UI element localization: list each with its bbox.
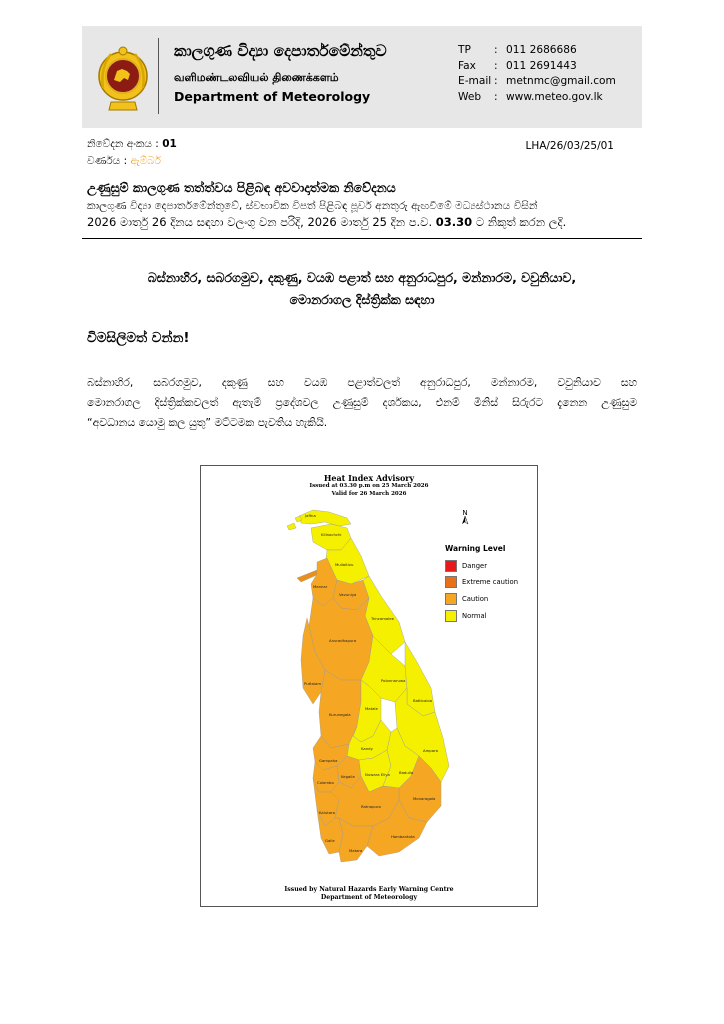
notice-desc-line1: කාලගුණ විද්‍යා දෙපාර්තමේන්තුවේ, ස්වභාවික විපත් පිළිබඳ පූර්ව අනතුරු ඇඟවීමේ මධ්‍යස්ථානය විසින්: [87, 200, 538, 212]
sri-lanka-map: [201, 466, 537, 906]
contact-block: [458, 43, 616, 105]
map-footer-line2: Department of Meteorology: [320, 894, 418, 901]
label-trincomalee: Trincomalee: [371, 616, 394, 621]
label-nuwara-eliya: Nuwara Eliya: [365, 772, 390, 777]
org-name-sinhala: කාලගුණ විද්‍යා දෙපාර්තමේන්තුව: [174, 42, 387, 60]
label-matale: Matale: [365, 706, 378, 711]
legend-item-caution: Caution: [445, 593, 488, 605]
contact-email: E-mail : metnmc@gmail.com: [458, 75, 616, 87]
color-value: ඇම්බර්: [130, 155, 161, 167]
contact-fax: Fax : 011 2691443: [458, 59, 577, 72]
body-line3: “අවධානය යොමු කල යුතු” මට්ටමක පැවතිය හැකියි.: [87, 416, 328, 429]
label-badulla: Badulla: [399, 770, 414, 775]
label-mannar: Mannar: [313, 584, 328, 589]
legend-title: Warning Level: [445, 544, 506, 553]
header-divider: [158, 38, 159, 114]
label-galle: Galle: [325, 838, 335, 843]
legend-item-normal: Normal: [445, 610, 487, 622]
label-hambantota: Hambantota: [391, 834, 415, 839]
web-link[interactable]: www.meteo.gov.lk: [506, 90, 603, 103]
org-name-tamil: வளிமண்டலவியல் திணைக்களம்: [174, 71, 339, 84]
north-label: N: [462, 509, 468, 517]
notice-color: වර්ණය : ඇම්බර්: [87, 155, 161, 167]
label-anuradhapura: Anuradhapura: [329, 638, 357, 643]
notice-number: නිවේදන අංකය : 01: [87, 138, 177, 150]
district-batticaloa: [405, 642, 435, 716]
map-valid: Valid for 26 March 2026: [331, 491, 407, 497]
legend-item-danger: Danger: [445, 560, 487, 572]
letterhead: [82, 26, 642, 128]
heat-index-map: [200, 465, 538, 907]
label-kandy: Kandy: [361, 746, 373, 751]
label-kilinochchi: Kilinochchi: [321, 532, 342, 537]
label-colombo: Colombo: [317, 780, 334, 785]
label-matara: Matara: [349, 848, 363, 853]
email-link[interactable]: metnmc@gmail.com: [506, 75, 616, 87]
label-ratnapura: Ratnapura: [361, 804, 381, 809]
label-kalutara: Kalutara: [319, 810, 335, 815]
legend-swatch: [445, 560, 457, 572]
map-title: Heat Index Advisory: [323, 473, 415, 483]
label-kurunegala: Kurunegala: [329, 712, 351, 717]
reference-number: LHA/26/03/25/01: [525, 140, 614, 152]
island-delft: [287, 523, 296, 530]
label-vavuniya: Vavuniya: [339, 592, 357, 597]
alert-text: විමසිලිමත් වන්න!: [87, 330, 190, 346]
legend-swatch: [445, 610, 457, 622]
districts-heading-line1: බස්නාහිර, සබරගමුව, දකුණු, වයඹ පළාත් සහ අනුරාධපුර, මන්නාරම, වවුනියාව,: [147, 270, 577, 285]
notice-desc-line2: 2026 මාර්තු 26 දිනය සඳහා වලංගු වන පරිදි, 2026 මාර්තු 25 දින ප.ව. 03.30 ට නිකුත් කරන ලදි.: [87, 215, 567, 229]
legend-swatch: [445, 576, 457, 588]
legend-swatch: [445, 593, 457, 605]
label-gampaha: Gampaha: [319, 758, 338, 763]
districts-heading-line2: මොනරාගල දිස්ත්‍රික්ක සඳහා: [289, 292, 435, 307]
label-polonnaruwa: Polonnaruwa: [381, 678, 406, 683]
label-kegalle: Kegalle: [341, 774, 355, 779]
label-mullaitivu: Mullaitivu: [335, 562, 354, 567]
map-footer-line1: Issued by Natural Hazards Early Warning Centre: [284, 886, 454, 893]
label-puttalam: Puttalam: [304, 681, 322, 686]
notice-title: උණුසුම් කාලගුණ තත්ත්වය පිළිබඳ අවවාදාත්මක නිවේදනය: [87, 180, 396, 195]
legend-item-extreme-caution: Extreme caution: [445, 576, 518, 588]
contact-web: Web : www.meteo.gov.lk: [458, 90, 603, 103]
body-line1: බස්නාහිර, සබරගමුව, දකුණු සහ වයඹ පළාත්වලත් අනුරාධපුර, මන්නාරම, වවුනියාව සහ: [87, 376, 637, 389]
title-rule: [82, 238, 642, 239]
map-issued: Issued at 03.30 p.m on 25 March 2026: [309, 483, 429, 489]
contact-tp: TP : 011 2686686: [458, 44, 577, 56]
label-batticaloa: Batticaloa: [413, 698, 433, 703]
label-monaragala: Monaragala: [413, 796, 436, 801]
label-jaffna: Jaffna: [305, 513, 316, 518]
sri-lanka-emblem-icon: [97, 38, 149, 118]
org-name-english: Department of Meteorology: [174, 89, 371, 104]
body-line2: මොනරාගල දිස්ත්‍රික්කවලත් ඇතැම් ප්‍රදේශවල උණුසුම් දර්ශකය, එනම් මිනිස් සිරුරට දැනෙන උණුසුම: [87, 396, 637, 409]
label-ampara: Ampara: [423, 748, 438, 753]
